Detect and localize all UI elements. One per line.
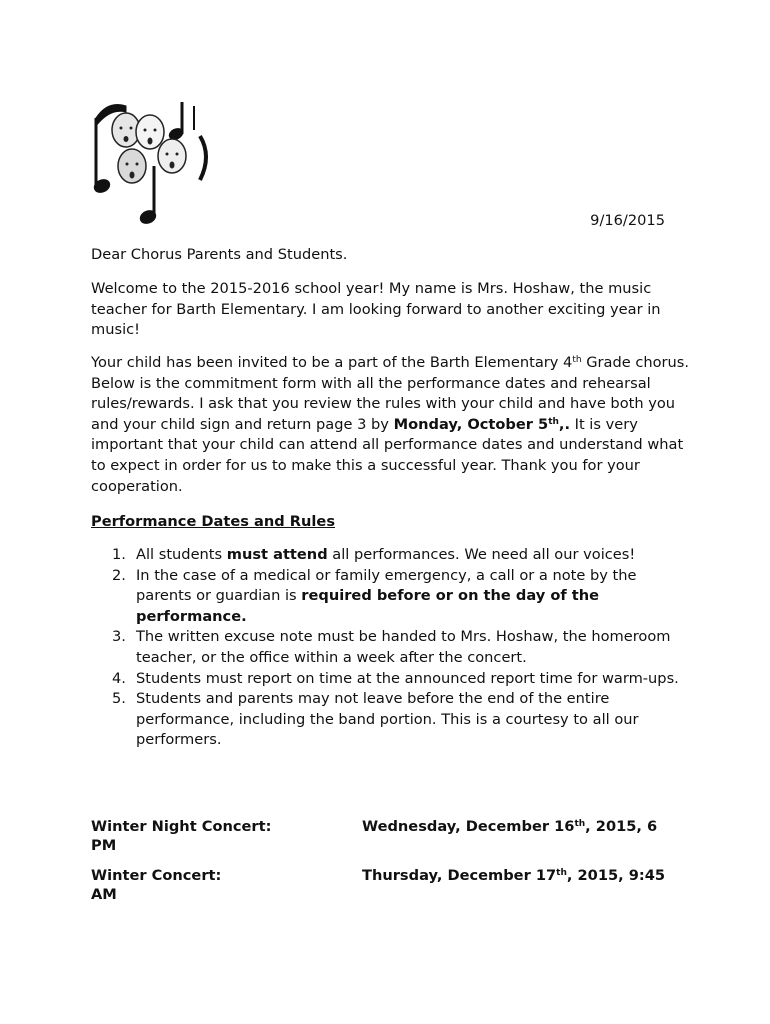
rule-item: 5. Students and parents may not leave before the end of the entire performance, including the band portion. This is a courtesy to all our performers. bbox=[112, 690, 639, 749]
invite-text-2: Grade chorus. Below is the commitment form with all the performance dates and rehearsal rules/rewards. I ask that you review the rules with your child and have both you and your child sign and return page 3 by bbox=[91, 354, 690, 433]
return-deadline: Monday, October 5th,. bbox=[393, 415, 570, 433]
rule-emphasis: must attend bbox=[226, 546, 328, 563]
chorus-singers-music-notes-icon bbox=[88, 96, 216, 228]
rule-item: 2. In the case of a medical or family emergency, a call or a note by the parents or guardian is required before or on the day of the performance. bbox=[112, 566, 637, 625]
rule-item: 4. Students must report on time at the announced report time for warm-ups. bbox=[112, 669, 679, 687]
rules-list bbox=[91, 545, 681, 751]
ordinal-suffix: th bbox=[572, 355, 582, 365]
event-datetime: Thursday, December 17th, 2015, 9:45 bbox=[362, 867, 666, 884]
invite-text-3: It is very important that your child can attend all performance dates and understand what to expect in order for us to make this a successful year. Thank you for your cooperation. bbox=[91, 415, 684, 495]
invite-text-1: Your child has been invited to be a part of the Barth Elementary 4 bbox=[91, 354, 573, 371]
event-datetime: Wednesday, December 16th, 2015, 6 bbox=[362, 818, 658, 835]
event-winter-night-concert bbox=[91, 817, 691, 857]
letter-date: 9/16/2015 bbox=[590, 212, 665, 229]
invitation-paragraph bbox=[91, 353, 691, 497]
event-name: Winter Night Concert: bbox=[91, 818, 272, 835]
event-winter-concert bbox=[91, 866, 691, 906]
welcome-paragraph: Welcome to the 2015-2016 school year! My name is Mrs. Hoshaw, the music teacher for Barth Elementary. I am looking forward to another exciting year in music! bbox=[91, 280, 661, 339]
rule-emphasis: required before or on the day of the performance. bbox=[136, 587, 600, 625]
event-time-suffix: AM bbox=[91, 886, 117, 903]
salutation: Dear Chorus Parents and Students. bbox=[91, 246, 348, 263]
rule-item: 1. All students must attend all performances. We need all our voices! bbox=[112, 546, 636, 563]
event-name: Winter Concert: bbox=[91, 867, 222, 884]
event-time-suffix: PM bbox=[91, 837, 117, 854]
rule-item: 3. The written excuse note must be handed to Mrs. Hoshaw, the homeroom teacher, or the office within a week after the concert. bbox=[112, 628, 671, 666]
rules-heading: Performance Dates and Rules bbox=[91, 513, 336, 530]
